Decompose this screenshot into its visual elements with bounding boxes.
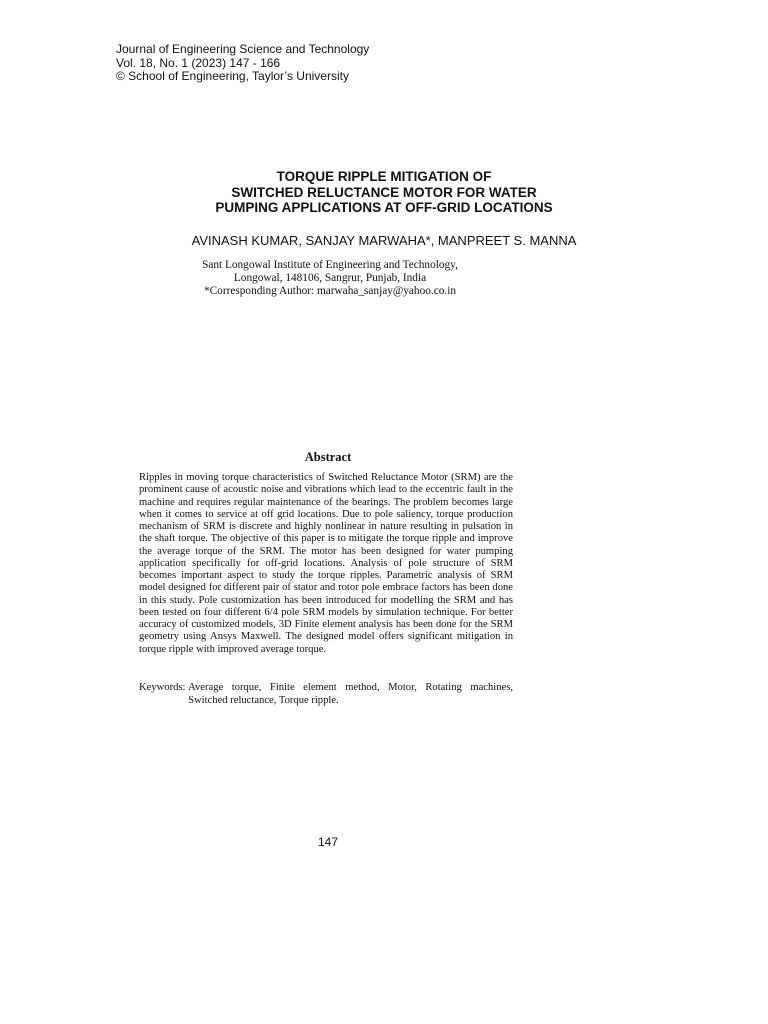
keywords-text: Average torque, Finite element method, Motor, Rotating machines, Switched reluctance, Torque ripple. xyxy=(188,682,513,706)
affiliation-line-2: Longowal, 148106, Sangrur, Punjab, India xyxy=(233,272,427,284)
keywords-section xyxy=(139,681,513,707)
journal-name: Journal of Engineering Science and Technology xyxy=(116,42,370,56)
abstract-heading: Abstract xyxy=(304,450,352,464)
keywords-label: Keywords: xyxy=(139,682,189,693)
title-line-3: PUMPING APPLICATIONS AT OFF-GRID LOCATIONS xyxy=(215,200,553,215)
abstract-body: Ripples in moving torque characteristics of Switched Reluctance Motor (SRM) are the prominent cause of acoustic noise and vibrations which lead to the eccentric fault in the machine and requires regular maintenance of the bearings. The problem becomes large when it comes to service at off grid locations. Due to pole saliency, torque production mechanism of SRM is discrete and highly nonlinear in nature resulting in pulsation in the shaft torque. The objective of this paper is to mitigate the torque ripple and improve the average torque of the SRM. The motor has been designed for water pumping application specifically for off-grid locations. Analysis of pole structure of SRM becomes important aspect to study the torque ripples. Parametric analysis of SRM model designed for different pair of stator and rotor pole embrace factors has been done in this study. Pole customization has been introduced for modelling the SRM and has been tested on four different 6/4 pole SRM models by simulation technique. For better accuracy of customized models, 3D Finite element analysis has been done for the SRM geometry using Ansys Maxwell. The designed model offers significant mitigation in torque ripple with improved average torque. xyxy=(139,472,513,655)
journal-copyright: © School of Engineering, Taylor’s University xyxy=(116,69,349,83)
journal-info xyxy=(116,43,369,84)
affiliation xyxy=(0,259,660,298)
title-line-1: TORQUE RIPPLE MITIGATION OF xyxy=(276,169,492,184)
page-number: 147 xyxy=(317,835,339,849)
corresponding-author: *Corresponding Author: marwaha_sanjay@yahoo.co.in xyxy=(204,285,456,297)
affiliation-line-1: Sant Longowal Institute of Engineering and Technology, xyxy=(202,259,458,271)
journal-volume: Vol. 18, No. 1 (2023) 147 - 166 xyxy=(116,55,281,70)
title-line-2: SWITCHED RELUCTANCE MOTOR FOR WATER xyxy=(231,184,537,200)
paper-title xyxy=(0,169,768,216)
author-list: AVINASH KUMAR, SANJAY MARWAHA*, MANPREET S. MANNA xyxy=(191,233,577,248)
